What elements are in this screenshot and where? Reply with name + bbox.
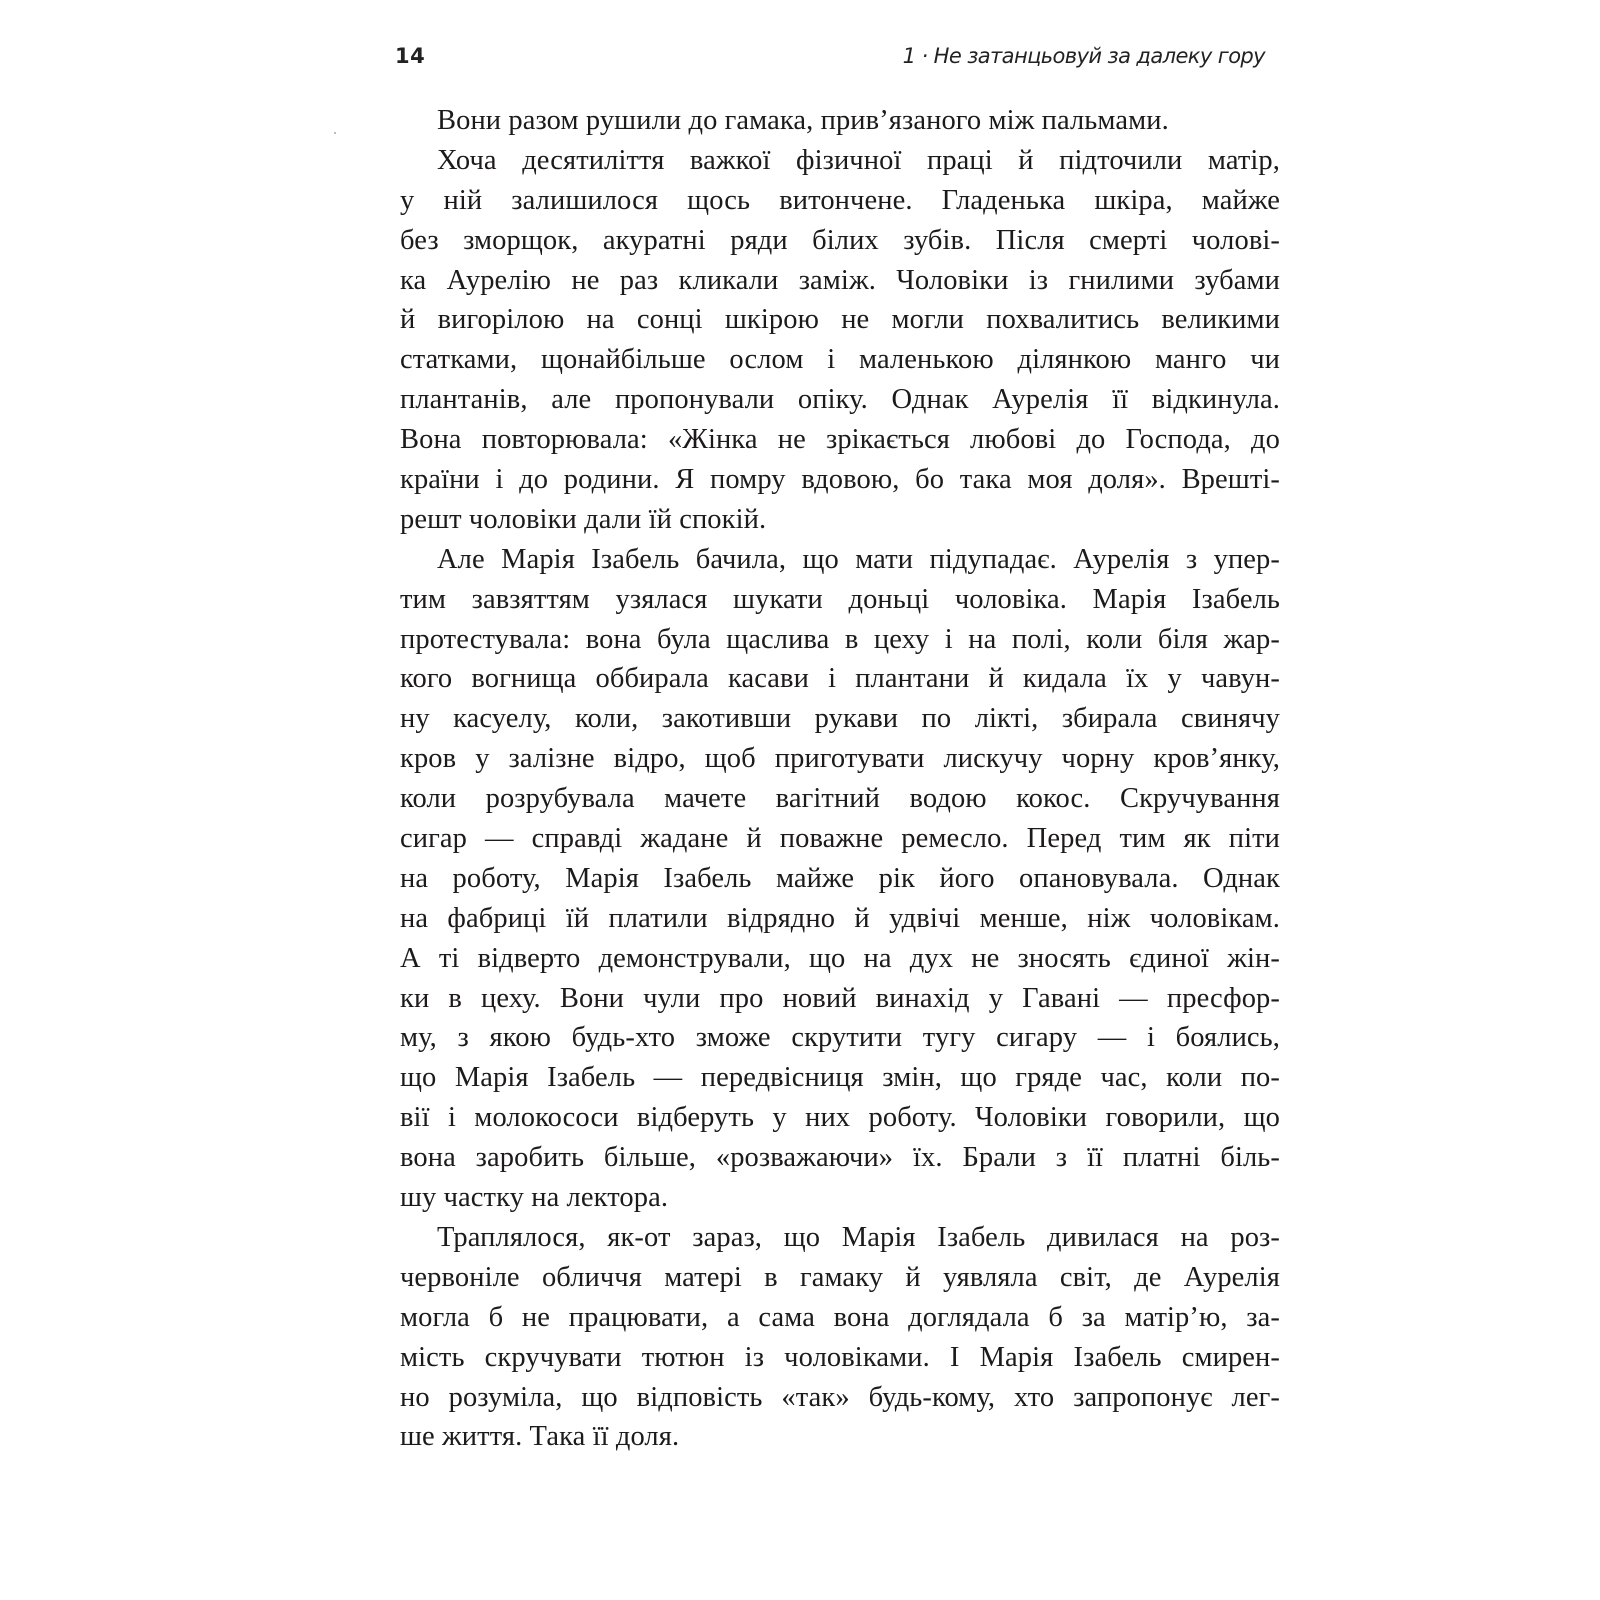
- text-line: вії і молокососи відберуть у них роботу. Чоловіки говорили, що: [400, 1102, 1280, 1134]
- text-line: вона заробить більше, «розважаючи» їх. Брали з її платні біль-: [400, 1142, 1280, 1174]
- paragraph: [400, 540, 1280, 1218]
- text-line: що Марія Ізабель — передвісниця змін, що гряде час, коли по-: [400, 1062, 1280, 1094]
- text-line: Вони разом рушили до гамака, прив’язаного між пальмами.: [437, 105, 1169, 136]
- text-line: ше життя. Така її доля.: [400, 1421, 680, 1453]
- text-line: коли розрубувала мачете вагітний водою кокос. Скручування: [400, 783, 1280, 815]
- body-text: [400, 101, 1280, 1457]
- text-line: у ній залишилося щось витончене. Гладенька шкіра, майже: [400, 184, 1280, 216]
- text-line: червоніле обличчя матері в гамаку й уявляла світ, де Аурелія: [400, 1261, 1280, 1293]
- text-line: А ті відверто демонстрували, що на дух не зносять єдиної жін-: [400, 942, 1280, 974]
- text-line: шу частку на лектора.: [400, 1182, 669, 1214]
- text-line: решт чоловіки дали їй спокій.: [400, 503, 767, 535]
- page-header: [395, 44, 1265, 78]
- paragraph: [400, 141, 1280, 540]
- page-number: 14: [395, 44, 426, 68]
- text-line: ка Аурелію не раз кликали заміж. Чоловіки із гнилими зубами: [400, 264, 1280, 296]
- text-line: Але Марія Ізабель бачила, що мати підупадає. Аурелія з упер-: [437, 543, 1280, 575]
- text-line: му, з якою будь-хто зможе скрутити тугу сигару — і боялись,: [400, 1022, 1280, 1054]
- paragraph: [400, 1218, 1280, 1457]
- text-line: кого вогнища оббирала касави і плантани й кидала їх у чавун-: [400, 663, 1280, 695]
- text-line: на фабриці їй платили відрядно й удвічі менше, ніж чоловікам.: [400, 902, 1280, 934]
- scan-speck: [334, 132, 336, 134]
- text-line: й вигорілою на сонці шкірою не могли похвалитись великими: [400, 304, 1280, 336]
- text-line: ну касуелу, коли, закотивши рукави по лікті, збирала свинячу: [400, 703, 1280, 735]
- text-line: тим завзяттям узялася шукати доньці чоловіка. Марія Ізабель: [400, 583, 1280, 615]
- text-line: но розуміла, що відповість «так» будь-кому, хто запропонує лег-: [400, 1381, 1280, 1413]
- text-line: кров у залізне відро, щоб приготувати лискучу чорну кров’янку,: [400, 743, 1280, 775]
- running-head: 1 · Не затанцьовуй за далеку гору: [902, 44, 1265, 68]
- text-line: Вона повторювала: «Жінка не зрікається любові до Господа, до: [400, 424, 1280, 456]
- text-line: плантанів, але пропонували опіку. Однак Аурелія її відкинула.: [400, 384, 1280, 416]
- text-line: без зморщок, акуратні ряди білих зубів. Після смерті чолові-: [400, 224, 1280, 256]
- text-line: Хоча десятиліття важкої фізичної праці й підточили матір,: [437, 144, 1280, 176]
- text-line: мість скручувати тютюн із чоловіками. І Марія Ізабель смирен-: [400, 1341, 1280, 1373]
- paragraph: [400, 101, 1280, 141]
- text-line: статками, щонайбільше ослом і маленькою ділянкою манго чи: [400, 344, 1280, 376]
- text-line: ки в цеху. Вони чули про новий винахід у Гавані — пресфор-: [400, 982, 1280, 1014]
- text-line: на роботу, Марія Ізабель майже рік його опановувала. Однак: [400, 862, 1280, 894]
- text-line: протестувала: вона була щаслива в цеху і на полі, коли біля жар-: [400, 623, 1280, 655]
- text-line: Траплялося, як-от зараз, що Марія Ізабель дивилася на роз-: [437, 1221, 1280, 1253]
- text-line: країни і до родини. Я помру вдовою, бо така моя доля». Врешті-: [400, 464, 1280, 496]
- text-line: сигар — справді жадане й поважне ремесло. Перед тим як піти: [400, 823, 1280, 855]
- text-line: могла б не працювати, а сама вона доглядала б за матір’ю, за-: [400, 1301, 1280, 1333]
